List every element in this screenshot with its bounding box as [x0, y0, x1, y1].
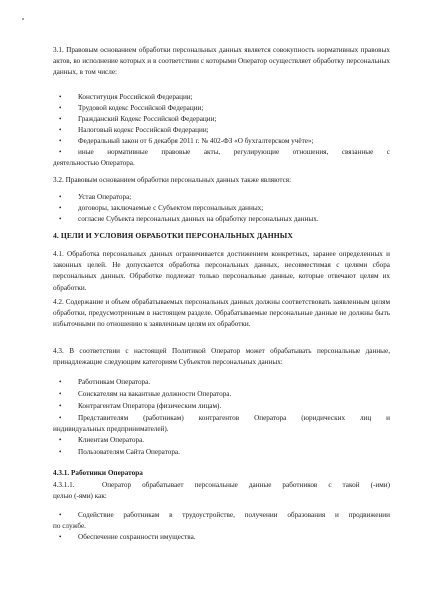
paragraph-number: 4.3.1.1. [53, 481, 75, 489]
bullet: • [59, 390, 62, 398]
bullet: • [59, 204, 62, 212]
bullet: • [59, 378, 62, 386]
list-item: Представителям (работникам) контрагентов Оператора (юридических лиц и [78, 414, 390, 422]
bullet: • [59, 104, 62, 112]
paragraph-4-3-1-1-continuation: целью (-ями) как: [53, 492, 107, 500]
list-item: Гражданский Кодекс Российской Федерации; [78, 115, 217, 123]
bullet: • [59, 137, 62, 145]
bullet: • [59, 148, 62, 156]
list-item-continuation: деятельностью Оператора. [53, 159, 135, 167]
scan-dot [22, 18, 24, 20]
paragraph-4-3-1-1: Оператор обрабатывает персональные данные работников с такой (-ими) [102, 481, 390, 489]
section-heading: 4. ЦЕЛИ И УСЛОВИЯ ОБРАБОТКИ ПЕРСОНАЛЬНЫХ ДАННЫХ [53, 231, 293, 240]
paragraph-4-3: 4.3. В соответствии с настоящей Политикой Оператор может обрабатывать персональные данные, принадлежащие следующим категориям Субъектов персональных данных: [53, 347, 390, 367]
paragraph-3-1: 3.1. Правовым основанием обработки персональных данных является совокупность нормативных правовых актов, во исполнение которых и в соответствии с которыми Оператор осуществляет обработку персональных данных, в том числе: [53, 46, 390, 77]
list-item: Содействие работникам в трудоустройстве, получении образования и продвижении [78, 511, 390, 519]
list-item: Работникам Оператора. [78, 378, 151, 386]
list-item: Пользователям Сайта Оператора. [78, 448, 180, 456]
paragraph-3-2: 3.2. Правовым основанием обработки персональных данных также являются: [53, 176, 292, 184]
list-item: Контрагентам Оператора (физическим лицам). [78, 402, 222, 410]
list-item: Федеральный закон от 6 декабря 2011 г. № 402-ФЗ «О бухгалтерском учёте»; [78, 137, 314, 145]
subsection-heading: 4.3.1. Работники Оператора [53, 469, 143, 477]
bullet: • [59, 511, 62, 519]
list-item: Конституция Российской Федерации; [78, 93, 193, 101]
bullet: • [59, 215, 62, 223]
bullet: • [59, 448, 62, 456]
list-item: Устав Оператора; [78, 193, 132, 201]
list-item: Клиентам Оператора. [78, 436, 145, 444]
list-item: Обеспечение сохранности имущества. [78, 533, 196, 541]
bullet: • [59, 533, 62, 541]
bullet: • [59, 93, 62, 101]
bullet: • [59, 414, 62, 422]
bullet: • [59, 126, 62, 134]
list-item: иные нормативные правовые акты, регулирующие отношения, связанные с [78, 148, 390, 156]
bullet: • [59, 402, 62, 410]
bullet: • [59, 436, 62, 444]
list-item-continuation: по службе. [53, 522, 86, 530]
bullet: • [59, 193, 62, 201]
list-item: согласие Субъекта персональных данных на обработку персональных данных. [78, 215, 319, 223]
list-item: Трудовой кодекс Российской Федерации; [78, 104, 204, 112]
bullet: • [59, 115, 62, 123]
list-item-continuation: индивидуальных предпринимателей). [53, 425, 169, 433]
paragraph-4-1: 4.1. Обработка персональных данных ограничивается достижением конкретных, заранее определенных и законных целей. Не допускается обработка персональных данных, несовместимая с целями сбора персональных данных. Обработке подлежат только персональные данные, которые отвечают целям их обработки. [53, 250, 390, 292]
list-item: Соискателям на вакантные должности Оператора. [78, 390, 232, 398]
list-item: Налоговый кодекс Российской Федерации; [78, 126, 209, 134]
list-item: договоры, заключаемые с Субъектом персональных данных; [78, 204, 264, 212]
paragraph-4-2: 4.2. Содержание и объем обрабатываемых персональных данных должны соответствовать заявленным целям обработки, предусмотренным в настоящем разделе. Обрабатываемые персональные данные не должны быть избыточными по отношению к заявленным целям их обработки. [53, 298, 390, 329]
